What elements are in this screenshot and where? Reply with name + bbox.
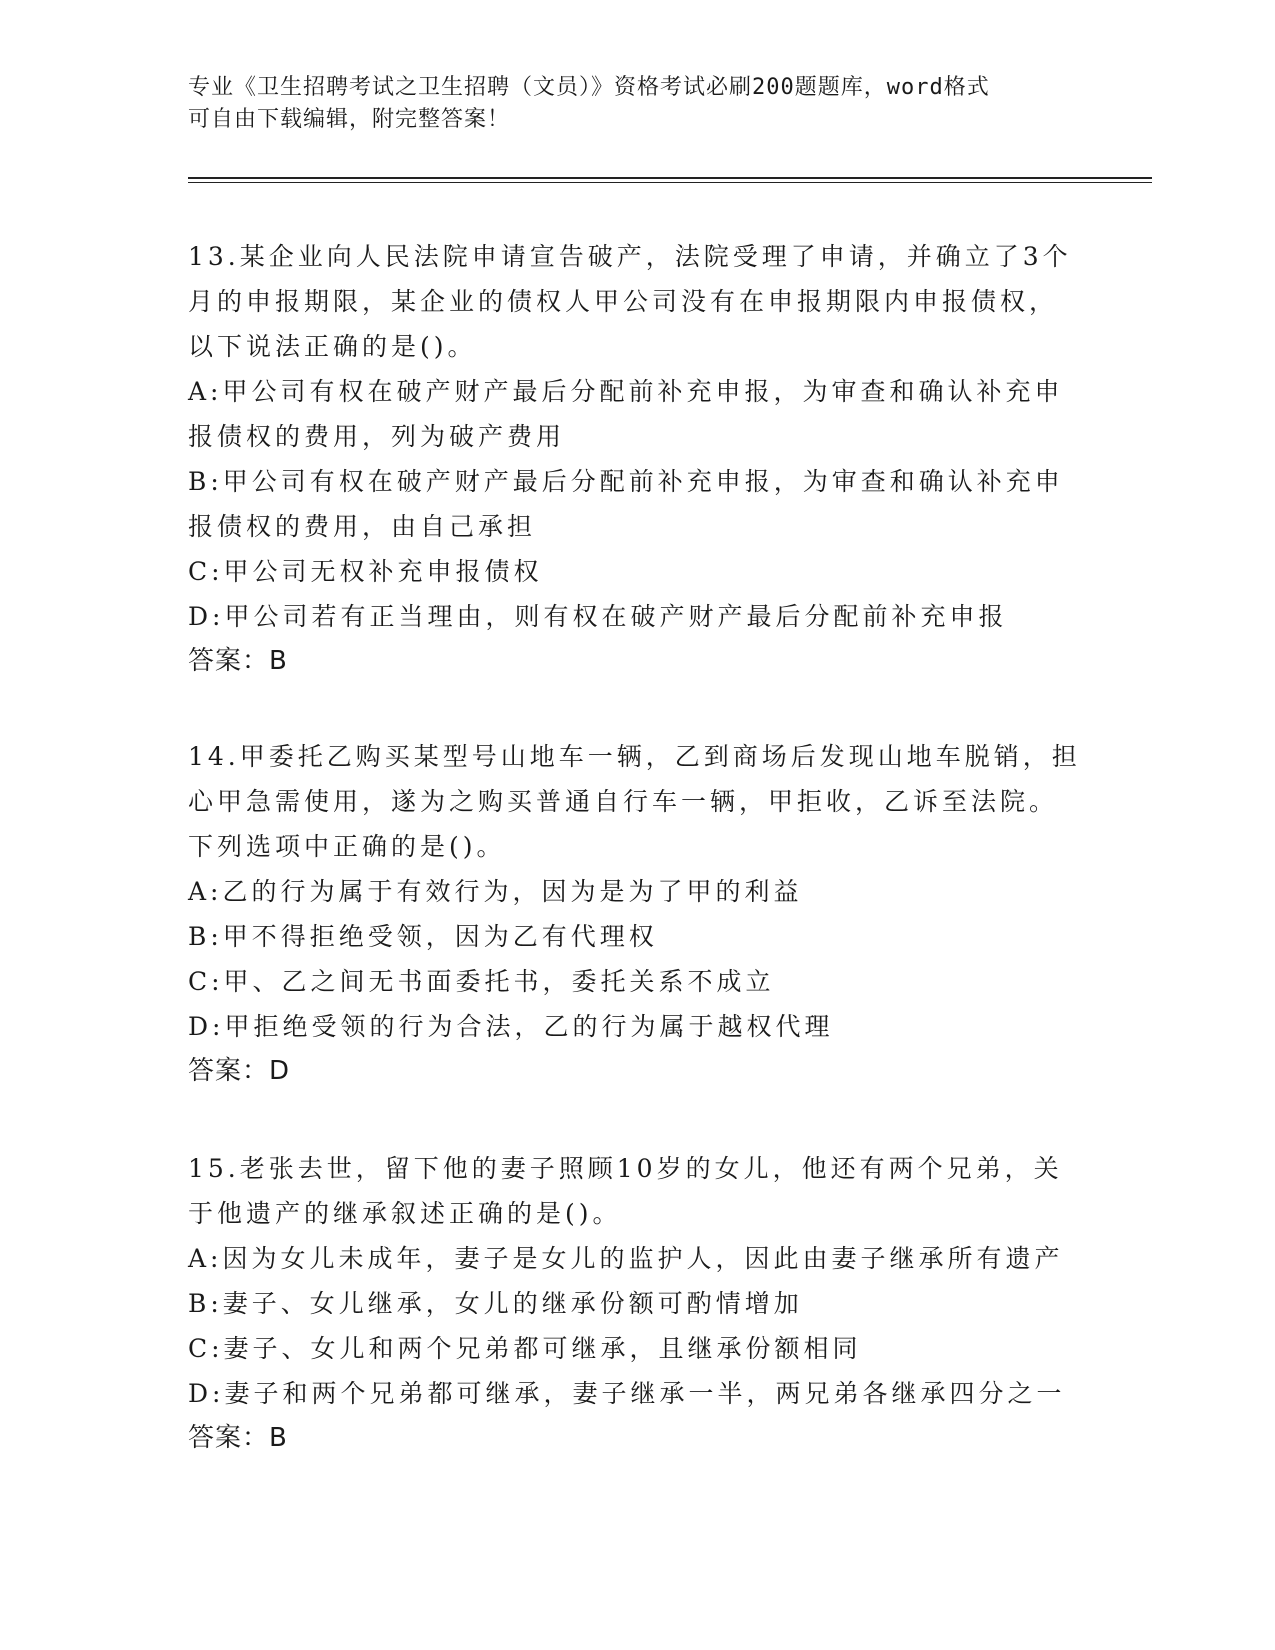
- option-c: C:甲公司无权补充申报债权: [188, 557, 543, 586]
- question-stem-line: 于他遗产的继承叙述正确的是()。: [188, 1199, 622, 1228]
- question-stem-line: 以下说法正确的是()。: [188, 332, 477, 361]
- option-b: B:妻子、女儿继承，女儿的继承份额可酌情增加: [188, 1289, 803, 1318]
- question-14: [188, 734, 1088, 1094]
- question-15: [188, 1146, 1088, 1461]
- option-d: D:甲公司若有正当理由，则有权在破产财产最后分配前补充申报: [188, 602, 1008, 631]
- option-d: D:妻子和两个兄弟都可继承，妻子继承一半，两兄弟各继承四分之一: [188, 1379, 1066, 1408]
- question-stem-line: 心甲急需使用，遂为之购买普通自行车一辆，甲拒收，乙诉至法院。: [188, 787, 1059, 816]
- question-stem-line: 14.甲委托乙购买某型号山地车一辆，乙到商场后发现山地车脱销，担: [188, 742, 1081, 771]
- option-d: D:甲拒绝受领的行为合法，乙的行为属于越权代理: [188, 1012, 834, 1041]
- question-stem-line: 下列选项中正确的是()。: [188, 832, 506, 861]
- answer-label: 答案：B: [188, 1423, 288, 1453]
- option-a-line-1: A:甲公司有权在破产财产最后分配前补充申报，为审查和确认补充申: [188, 377, 1064, 406]
- question-stem-line: 15.老张去世，留下他的妻子照顾10岁的女儿，他还有两个兄弟，关: [188, 1154, 1063, 1183]
- option-a-line-2: 报债权的费用，列为破产费用: [188, 422, 566, 451]
- header-divider-thin: [188, 182, 1152, 183]
- option-a: A:乙的行为属于有效行为，因为是为了甲的利益: [188, 877, 803, 906]
- header-divider-thick: [188, 177, 1152, 179]
- answer-label: 答案：B: [188, 646, 288, 676]
- option-b-line-1: B:甲公司有权在破产财产最后分配前补充申报，为审查和确认补充申: [188, 467, 1064, 496]
- header-line-2: 可自由下载编辑，附完整答案！: [188, 107, 511, 132]
- option-b: B:甲不得拒绝受领，因为乙有代理权: [188, 922, 658, 951]
- option-c: C:妻子、女儿和两个兄弟都可继承，且继承份额相同: [188, 1334, 862, 1363]
- option-b-line-2: 报债权的费用，由自己承担: [188, 512, 537, 541]
- answer-label: 答案：D: [188, 1056, 291, 1086]
- option-a: A:因为女儿未成年，妻子是女儿的监护人，因此由妻子继承所有遗产: [188, 1244, 1064, 1273]
- document-header: [188, 72, 1088, 136]
- question-stem-line: 月的申报期限，某企业的债权人甲公司没有在申报期限内申报债权，: [188, 287, 1059, 316]
- question-stem-line: 13.某企业向人民法院申请宣告破产，法院受理了申请，并确立了3个: [188, 242, 1072, 271]
- option-c: C:甲、乙之间无书面委托书，委托关系不成立: [188, 967, 775, 996]
- question-13: [188, 234, 1088, 684]
- header-line-1: 专业《卫生招聘考试之卫生招聘（文员）》资格考试必刷200题题库，word格式: [188, 75, 990, 100]
